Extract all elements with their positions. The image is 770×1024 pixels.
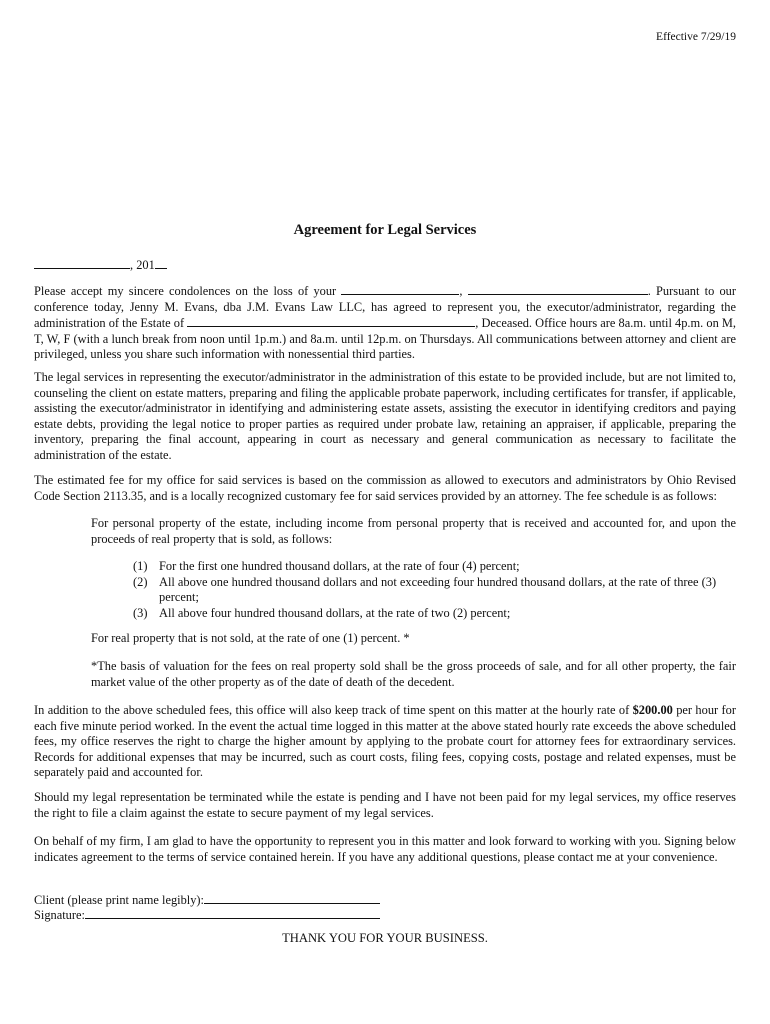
p1-text-c: . Pursuant to our conference today, Jenny M. Evans, dba J.M. Evans Law LLC, has agreed to represent you, the executor/administrator, regarding the administration of the Estate of xyxy=(34,284,736,330)
p1-text-a: Please accept my sincere condolences on the loss of your xyxy=(34,284,337,298)
signature-label: Signature: xyxy=(34,908,85,922)
paragraph-termination: Should my legal representation be terminated while the estate is pending and I have not been paid for my legal services, my office reserves the right to file a claim against the estate to secure payment of my legal services. xyxy=(34,790,736,820)
paragraph-valuation-note: *The basis of valuation for the fees on real property sold shall be the gross proceeds of sale, and for all other property, the fair market value of the other property as of the date of death of the decedent. xyxy=(91,659,736,689)
list-text: All above one hundred thousand dollars and not exceeding four hundred thousand dollars, at the rate of three (3) percent; xyxy=(159,574,717,604)
page-title: Agreement for Legal Services xyxy=(293,222,477,238)
paragraph-closing: On behalf of my firm, I am glad to have the opportunity to represent you in this matter and look forward to working with you. Signing below indicates agreement to the terms of service contained herein. If you have any additional questions, please contact me at your convenience. xyxy=(34,834,736,864)
effective-date: Effective 7/29/19 xyxy=(656,31,736,43)
paragraph-condolences xyxy=(34,283,736,363)
list-number: (1) xyxy=(133,559,148,573)
estate-name-blank[interactable] xyxy=(187,315,475,327)
signature-line xyxy=(34,907,380,924)
decedent-name-blank[interactable] xyxy=(468,283,648,295)
hourly-rate: $200.00 xyxy=(632,703,673,717)
fee-schedule-list xyxy=(133,559,736,621)
list-item xyxy=(133,559,736,575)
list-item xyxy=(133,575,736,606)
date-year-prefix: , 201 xyxy=(130,258,155,272)
p1-text-b: , xyxy=(459,284,463,298)
list-number: (2) xyxy=(133,574,148,589)
paragraph-services: The legal services in representing the executor/administrator in the administration of this estate to be provided include, but are not limited to, counseling the client on estate matters, preparing and filing the applicable probate paperwork, including certificates for transfer, if applicable, assisting the executor/administrator in identifying and administering estate assets, assisting the executor in identifying creditors and paying estate debts, providing the legal notice to proper parties as required under probate law, retaining an appraiser, if applicable, preparing the inventory, preparing the final account, appearing in court as necessary and general communication as necessary to facilitate the administration of the estate. xyxy=(34,370,736,462)
list-text: For the first one hundred thousand dollars, at the rate of four (4) percent; xyxy=(159,559,520,573)
client-name-label: Client (please print name legibly): xyxy=(34,893,204,907)
date-blank[interactable] xyxy=(34,257,130,269)
paragraph-personal-property: For personal property of the estate, including income from personal property that is received and accounted for, and upon the proceeds of real property that is sold, as follows: xyxy=(91,516,736,546)
paragraph-fee-basis: The estimated fee for my office for said services is based on the commission as allowed to executors and administrators by Ohio Revised Code Section 2113.35, and is a locally recognized customary fee for said services provided by an attorney. The fee schedule is as follows: xyxy=(34,473,736,503)
year-blank[interactable] xyxy=(155,257,167,269)
list-item xyxy=(133,606,736,622)
date-line xyxy=(34,257,167,274)
p1-text-d: , Deceased. Office hours are 8a.m. until 4p.m. on M, T, W, F (with a lunch break from noon until 1p.m.) and 8a.m. until 12p.m. on Thursdays. All communications between attorney and client are privileged, unless you share such information with nonessential third parties. xyxy=(34,316,736,361)
paragraph-hourly-rate xyxy=(34,703,736,781)
relationship-blank[interactable] xyxy=(341,283,459,295)
p7-text-b: per hour for each five minute period worked. In the event the actual time logged in this matter at the above stated hourly rate exceeds the above scheduled fees, my office reserves the right to charge the higher amount by applying to the probate court for attorney fees for extraordinary services. Records for additional expenses that may be incurred, such as court costs, filing fees, copying costs, postage and related expenses, must be separately paid and accounted for. xyxy=(34,703,736,779)
paragraph-real-property: For real property that is not sold, at the rate of one (1) percent. * xyxy=(91,631,410,645)
client-name-field[interactable] xyxy=(204,892,380,904)
signature-field[interactable] xyxy=(85,907,380,919)
thank-you-footer: THANK YOU FOR YOUR BUSINESS. xyxy=(282,931,488,945)
p7-text-a: In addition to the above scheduled fees, this office will also keep track of time spent on this matter at the hourly rate of xyxy=(34,703,630,717)
list-number: (3) xyxy=(133,605,148,620)
list-text: All above four hundred thousand dollars, at the rate of two (2) percent; xyxy=(159,605,511,620)
